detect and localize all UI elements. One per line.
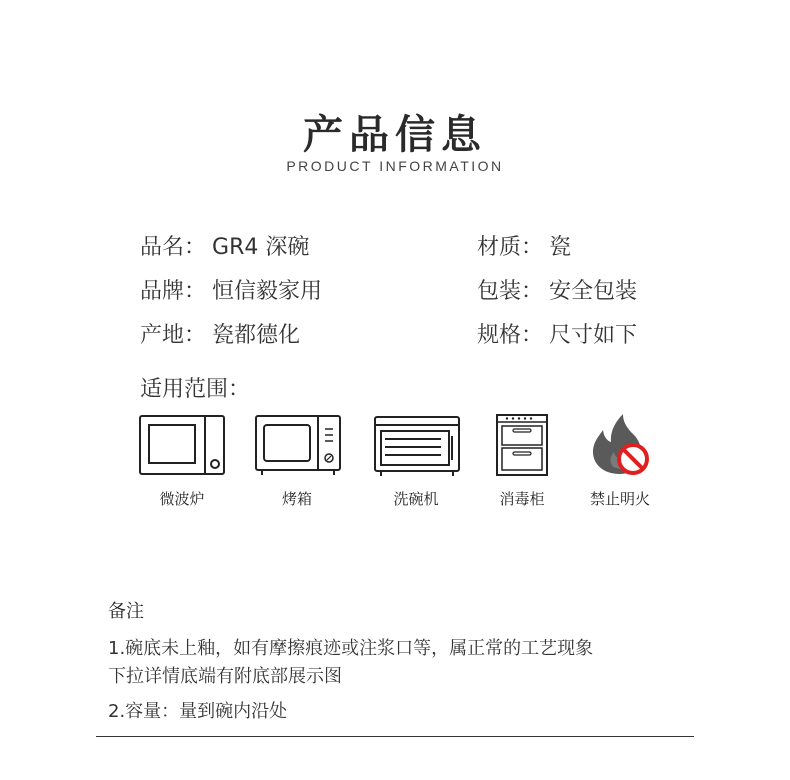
notes-heading: 备注: [108, 601, 144, 622]
note-line-3: 2.容量：量到碗内沿处: [108, 701, 288, 722]
scope-item-oven: [242, 412, 352, 512]
spec-origin-value: 瓷都德化: [212, 323, 301, 348]
spec-origin: [140, 318, 300, 349]
oven-icon: [242, 412, 352, 482]
microwave-icon: [127, 412, 237, 482]
page-title: 产品信息: [303, 112, 487, 158]
no-open-flame-icon: [565, 412, 675, 482]
spec-brand-value: 恒信毅家用: [212, 279, 323, 304]
spec-size: [477, 318, 637, 349]
scope-item-label: 烤箱: [281, 490, 312, 508]
spec-packaging-label: 包装：: [477, 279, 544, 304]
spec-brand-label: 品牌：: [140, 279, 207, 304]
spec-material-label: 材质：: [477, 235, 544, 260]
page-subtitle: PRODUCT INFORMATION: [286, 158, 504, 174]
dishwasher-icon: [361, 412, 471, 482]
note-line-1: 1.碗底未上釉，如有摩擦痕迹或注浆口等，属正常的工艺现象: [108, 638, 594, 659]
spec-name-label: 品名：: [140, 235, 207, 260]
spec-packaging-value: 安全包装: [549, 279, 638, 304]
scope-label: 适用范围：: [140, 377, 251, 402]
spec-packaging: [477, 274, 637, 305]
sterilizer-cabinet-icon: [467, 412, 577, 482]
scope-item-label: 消毒柜: [499, 490, 545, 508]
scope-item-dishwasher: [361, 412, 471, 512]
scope-item-label: 禁止明火: [589, 490, 650, 508]
spec-name: [140, 230, 309, 261]
spec-material: [477, 230, 571, 261]
spec-size-value: 尺寸如下: [549, 323, 638, 348]
scope-item-no-flame: [565, 412, 675, 512]
scope-item-label: 微波炉: [159, 490, 205, 508]
scope-item-label: 洗碗机: [393, 490, 439, 508]
scope-item-microwave: [127, 412, 237, 512]
spec-origin-label: 产地：: [140, 323, 207, 348]
spec-name-value: GR4 深碗: [212, 235, 310, 260]
spec-size-label: 规格：: [477, 323, 544, 348]
spec-brand: [140, 274, 322, 305]
spec-material-value: 瓷: [549, 235, 572, 260]
note-line-2: 下拉详情底端有附底部展示图: [108, 666, 342, 687]
bottom-divider: [96, 736, 694, 737]
scope-item-sterilizer: [467, 412, 577, 512]
